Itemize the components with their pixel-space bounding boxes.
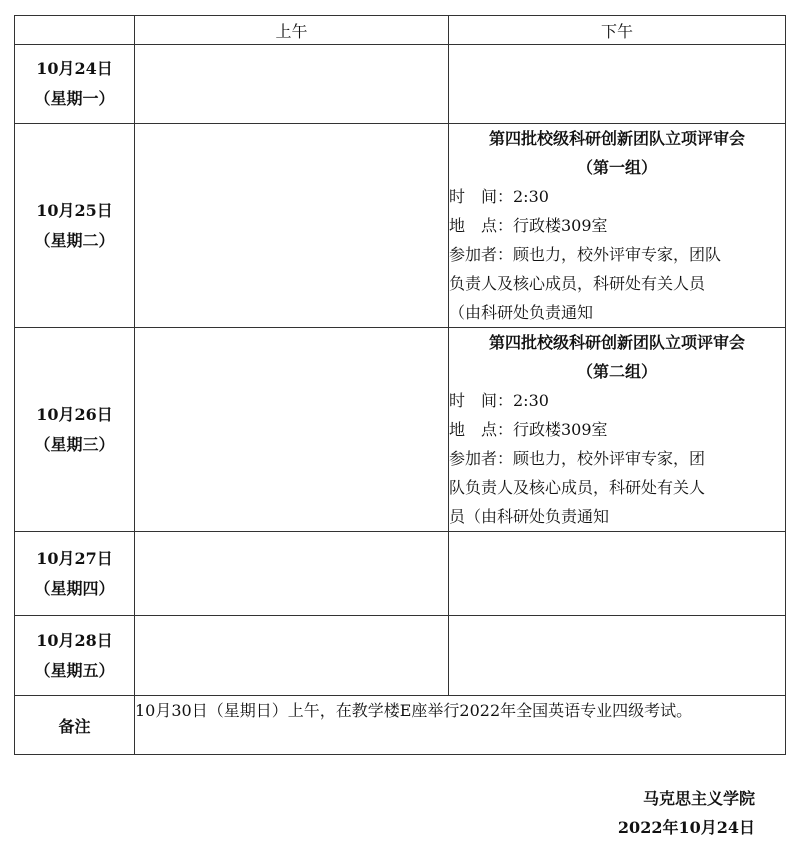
weekday-text: （星期一） bbox=[34, 89, 115, 108]
table-row bbox=[15, 616, 786, 696]
date-text: 10月24日 bbox=[36, 59, 113, 78]
am-cell bbox=[135, 532, 449, 616]
am-cell bbox=[135, 45, 449, 124]
date-cell bbox=[15, 532, 135, 616]
table-row bbox=[15, 532, 786, 616]
date-cell bbox=[15, 124, 135, 328]
event-title: 第四批校级科研创新团队立项评审会 bbox=[488, 333, 745, 352]
note-label: 备注 bbox=[15, 696, 135, 755]
date-text: 10月25日 bbox=[36, 200, 113, 220]
org-name: 马克思主义学院 bbox=[642, 789, 755, 808]
date-cell bbox=[15, 45, 135, 124]
event-group: （第一组） bbox=[576, 158, 657, 177]
header-pm: 下午 bbox=[449, 16, 786, 45]
am-cell bbox=[135, 616, 449, 696]
date-text: 10月27日 bbox=[36, 548, 113, 568]
event-attendees: 员（由科研处负责通知 bbox=[449, 507, 610, 526]
event-attendees: 负责人及核心成员，科研处有关人员 bbox=[449, 274, 706, 293]
header-am: 上午 bbox=[135, 16, 449, 45]
weekday-text: （星期二） bbox=[34, 230, 115, 250]
pm-cell bbox=[449, 616, 786, 696]
pm-cell bbox=[449, 124, 786, 328]
weekday-text: （星期五） bbox=[34, 660, 115, 680]
event-place: 地 点：行政楼309室 bbox=[449, 216, 608, 235]
note-row bbox=[15, 696, 786, 755]
schedule-table bbox=[14, 15, 786, 755]
pm-cell bbox=[449, 328, 786, 532]
event-title: 第四批校级科研创新团队立项评审会 bbox=[488, 129, 745, 148]
event-time: 时 间：2:30 bbox=[449, 187, 549, 206]
date-text: 10月28日 bbox=[36, 630, 113, 650]
event-group: （第二组） bbox=[576, 362, 657, 381]
date-text: 10月26日 bbox=[36, 404, 113, 424]
table-row bbox=[15, 124, 786, 328]
event-place: 地 点：行政楼309室 bbox=[449, 420, 608, 439]
event-attendees: 队负责人及核心成员，科研处有关人 bbox=[449, 478, 706, 497]
event-attendees: 参加者：顾也力，校外评审专家，团 bbox=[449, 449, 706, 468]
pm-cell bbox=[449, 532, 786, 616]
table-row bbox=[15, 45, 786, 124]
am-cell bbox=[135, 328, 449, 532]
weekday-text: （星期四） bbox=[34, 578, 115, 598]
header-blank bbox=[15, 16, 135, 45]
header-row bbox=[15, 16, 786, 45]
pm-cell bbox=[449, 45, 786, 124]
table-row bbox=[15, 328, 786, 532]
event-attendees: 参加者：顾也力，校外评审专家，团队 bbox=[449, 245, 722, 264]
am-cell bbox=[135, 124, 449, 328]
issue-date: 2022年10月24日 bbox=[617, 818, 755, 837]
date-cell bbox=[15, 616, 135, 696]
event-time: 时 间：2:30 bbox=[449, 391, 549, 410]
date-cell bbox=[15, 328, 135, 532]
weekday-text: （星期三） bbox=[34, 434, 115, 454]
event-attendees: （由科研处负责通知 bbox=[449, 303, 594, 322]
signature-block bbox=[618, 784, 755, 842]
note-text: 10月30日（星期日）上午，在教学楼E座举行2022年全国英语专业四级考试。 bbox=[135, 696, 786, 755]
